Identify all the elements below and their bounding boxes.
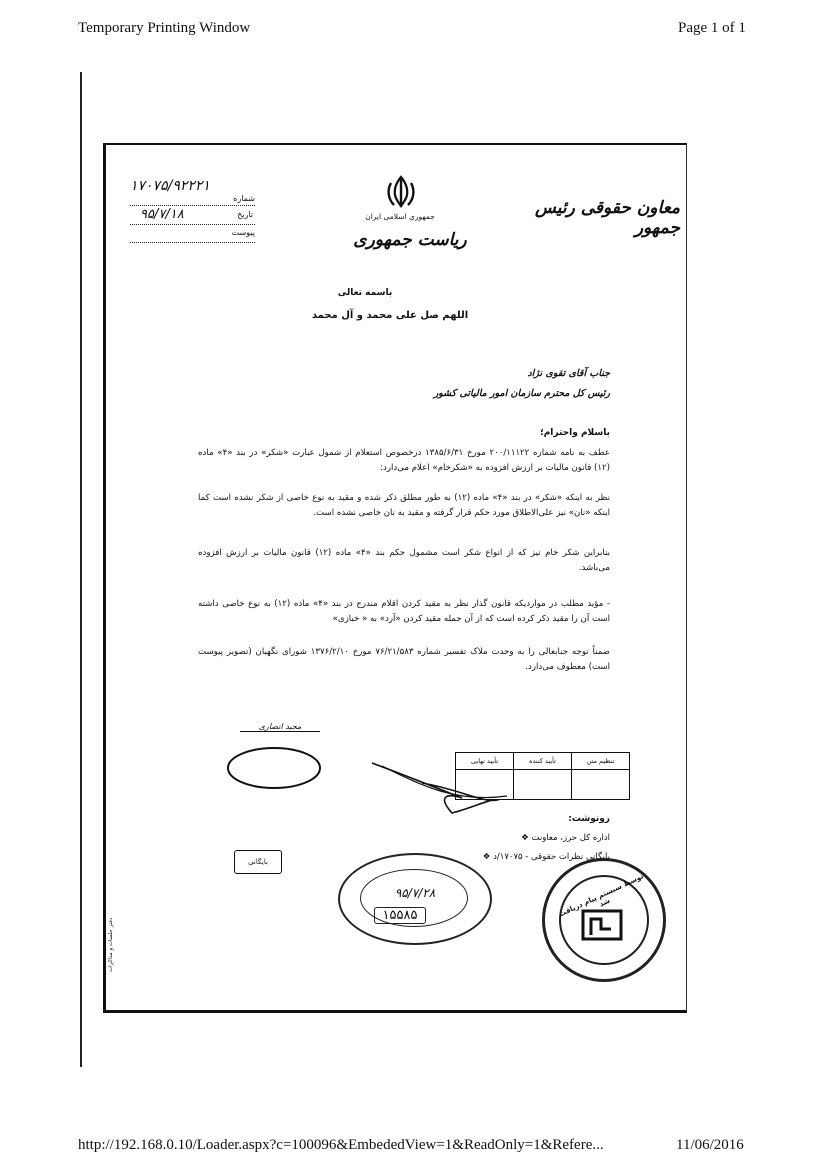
system-stamp-text: توسط سیستم پیام دریافت شد [557,872,645,919]
approval-header-approver: تأیید کننده [514,753,572,770]
sender-title: معاون حقوقی رئیس جمهور [535,198,680,238]
system-received-stamp [542,858,666,982]
presidency-title: ریاست جمهوری [353,230,467,250]
approval-cell-final [456,770,514,800]
recipient-name: جناب آقای تقوی نژاد [527,368,610,379]
greeting: باسلام واحترام؛ [540,428,610,438]
body-paragraph-4: - مؤید مطلب در مواردیکه قانون گذار نظر به مقید کردن اقلام مندرج در بند «۴» ماده (۱۲) به نوع خاصی داشته است آن را مقید ذکر کرده است که از آن جمله مقید کردن «آرد» به « خبازی» [198,599,610,624]
approval-header-final: تأیید نهایی [456,753,514,770]
cc-item-2-text: بایگانی نظرات حقوقی - ۱۷۰۷۵/د [493,852,610,862]
bismillah: باسمه تعالی [337,288,393,298]
approval-table [455,752,630,800]
letter-meta [130,178,255,243]
system-stamp-emblem-icon [577,905,627,945]
body-paragraph-3: بنابراین شکر خام نیز که از انواع شکر است مشمول حکم بند «۴» ماده (۱۲) قانون مالیات بر ارزش افزوده می‌باشد. [198,548,610,573]
page-indicator: Page 1 of 1 [678,20,746,36]
letter-date-label: تاریخ [237,210,253,219]
archive-box: بایگانی [234,850,282,874]
cc-item-1-text: اداره کل حرز، معاونت [531,833,610,843]
cc-item-1: اداره کل حرز، معاونت ❖ [521,833,610,843]
receipt-code: ۱۵۵۸۵ [374,907,426,924]
letter-attachment-label: پیوست [130,225,255,243]
approval-cell-approver [514,770,572,800]
signatory-name: مجید انصاری [240,722,320,732]
approval-header-drafter: تنظیم متن [572,753,630,770]
cc-item-2: بایگانی نظرات حقوقی - ۱۷۰۷۵/د ❖ [482,852,610,862]
print-window-title: Temporary Printing Window [78,20,251,36]
approval-cell-drafter [572,770,630,800]
letter-number: ۱۷۰۷۵/۹۲۲۲۱ [130,178,210,194]
salawat: اللهم صل علی محمد و آل محمد [311,310,469,321]
letter-date-row [130,206,255,225]
recipient-title: رئیس کل محترم سازمان امور مالیاتی کشور [433,388,610,399]
side-note: دفتر جلسات و مذاکرات [108,917,114,972]
body-paragraph-1: عطف به نامه شماره ۲۰۰/۱۱۱۲۲ مورخ ۱۳۸۵/۶/۳۱ درخصوص استعلام از شمول عبارت «شکر» در بند «۴» ماده (۱۲) قانون مالیات بر ارزش افزوده به «شکرخام» اعلام می‌دارد: [198,448,610,473]
receipt-number: ۹۵/۷/۲۸ [394,886,436,900]
letter-date: ۹۵/۷/۱۸ [140,207,184,222]
cc-heading: رونوشت: [568,814,610,824]
receipt-stamp [338,853,492,945]
letter-number-label: شماره [130,194,255,206]
body-paragraph-5: ضمناً توجه جنابعالی را به وحدت ملاک تفسیر شماره ۷۶/۲۱/۵۸۳ مورخ ۱۳۷۶/۲/۱۰ شورای نگهبان (تصویر پیوست است) معطوف می‌دارد. [198,647,610,672]
print-url: http://192.168.0.10/Loader.aspx?c=100096&EmbededView=1&ReadOnly=1&Refere... [78,1137,604,1153]
scan-margin-line [80,72,82,1067]
print-date: 11/06/2016 [676,1137,744,1153]
body-paragraph-2: نظر به اینکه «شکر» در بند «۴» ماده (۱۲) به طور مطلق ذکر شده و مقید به نوع خاصی از شکر نشده است کما اینکه «نان» نیز علی‌الاطلاق مورد حکم قرار گرفته و مقید به نان خاصی نشده است. [198,493,610,518]
iran-emblem-icon [385,175,417,209]
emblem-caption: جمهوری اسلامی ایران [365,212,435,221]
